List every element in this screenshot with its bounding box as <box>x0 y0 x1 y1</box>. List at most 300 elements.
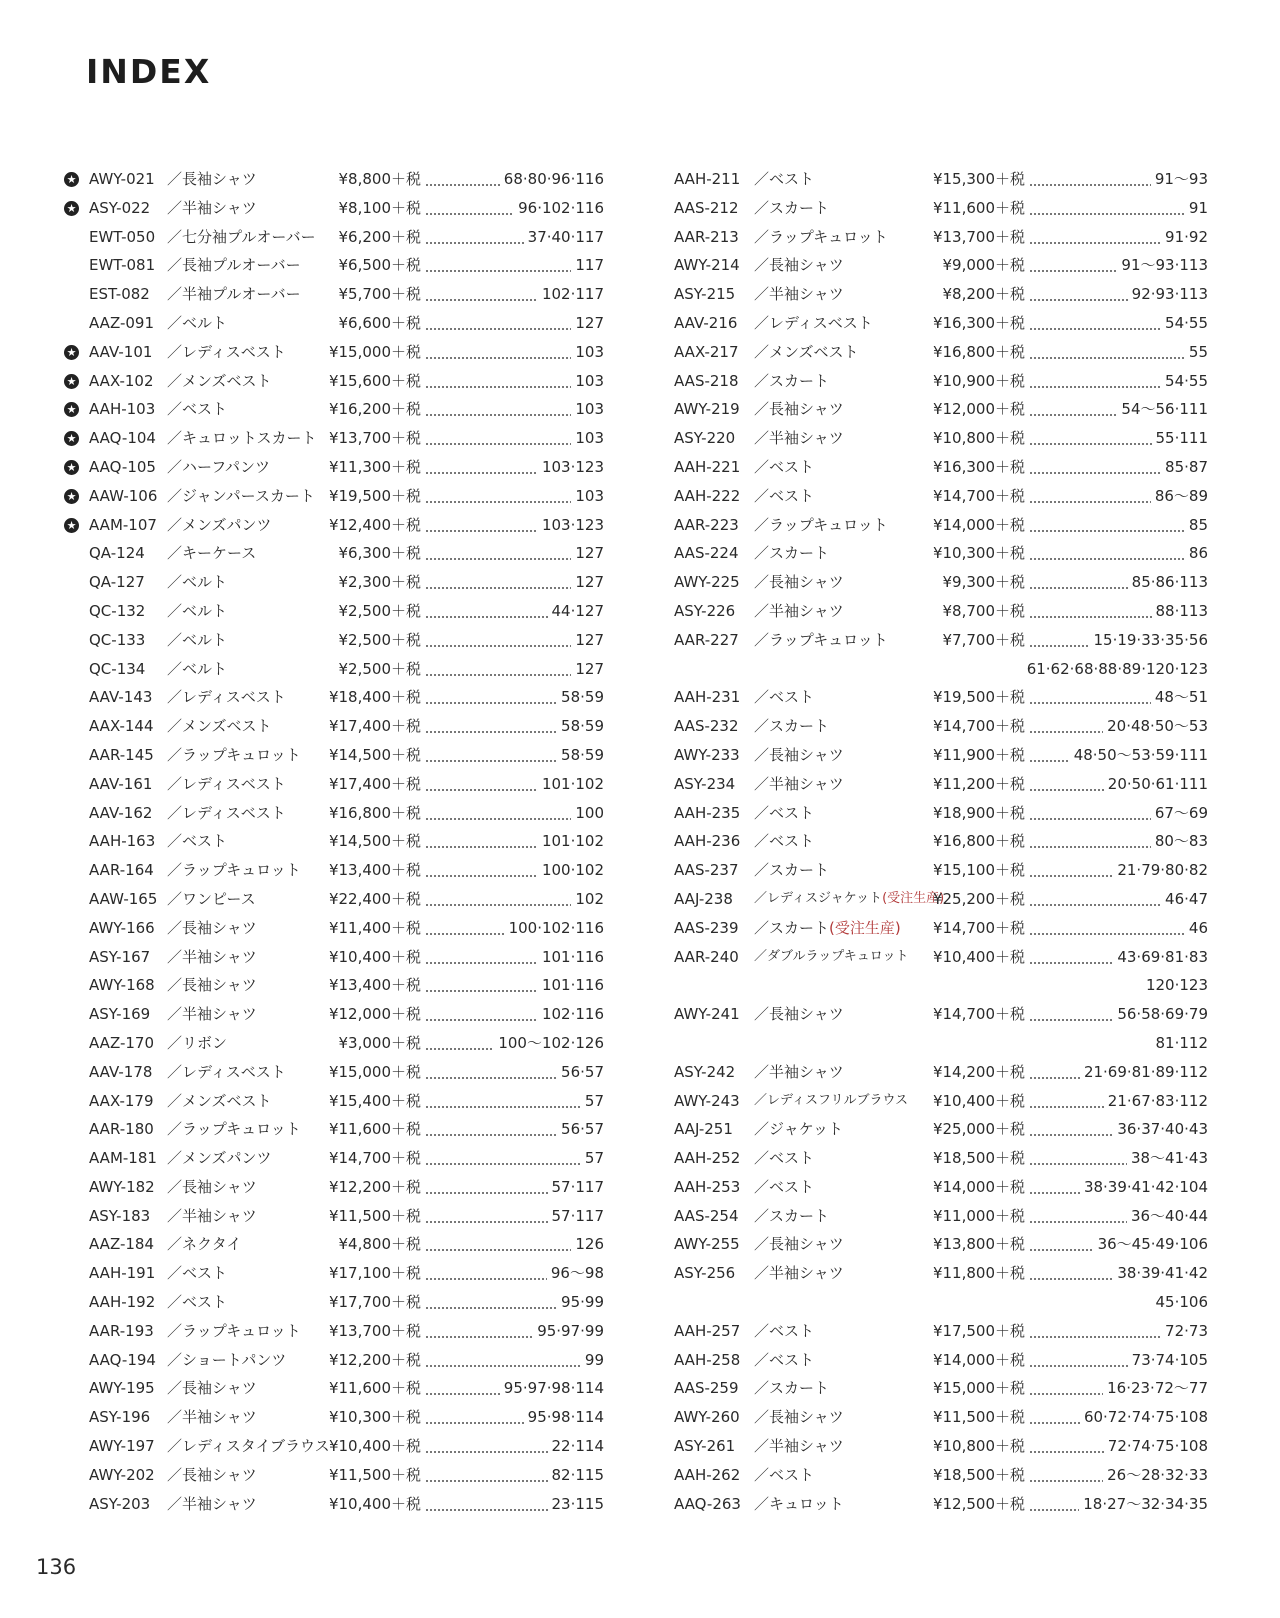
product-price: ¥14,700＋税 <box>932 1005 1025 1024</box>
product-price: ¥16,300＋税 <box>932 313 1025 332</box>
product-name <box>754 712 829 741</box>
index-row <box>64 1087 604 1116</box>
product-name <box>754 453 814 482</box>
product-name <box>167 165 257 194</box>
product-name-text: ／半袖シャツ <box>167 1005 257 1024</box>
product-price: ¥17,100＋税 <box>328 1264 421 1283</box>
page-refs: 73·74·105 <box>1128 1346 1208 1375</box>
page-refs: 55 <box>1185 338 1208 367</box>
page-title: INDEX <box>86 52 212 91</box>
index-row <box>664 1432 1208 1461</box>
page-refs: 95·99 <box>557 1288 604 1317</box>
product-code: AAJ-238 <box>674 889 733 908</box>
page-refs: 85·86·113 <box>1128 568 1208 597</box>
index-row <box>64 1461 604 1490</box>
page-refs: 21·67·83·112 <box>1104 1087 1208 1116</box>
product-price: ¥13,400＋税 <box>328 976 421 995</box>
product-code: AAS-212 <box>674 198 739 217</box>
page-refs: 103 <box>571 424 604 453</box>
dot-leader <box>1030 530 1208 532</box>
product-name-text: ／ベスト <box>754 170 815 188</box>
page-refs: 126 <box>571 1230 604 1259</box>
product-name-text: ／半袖シャツ <box>167 1494 257 1513</box>
page-refs: 36·37·40·43 <box>1113 1115 1208 1144</box>
index-row-continuation <box>664 1288 1208 1317</box>
index-row <box>664 885 1208 914</box>
product-name <box>754 1403 844 1432</box>
product-name <box>754 597 844 626</box>
product-name <box>167 1288 227 1317</box>
page-refs: 46·47 <box>1161 885 1208 914</box>
product-name-text: ／ベスト <box>754 688 815 707</box>
product-name-text: ／長袖シャツ <box>754 400 844 419</box>
product-name-text: ／半袖プルオーバー <box>167 285 301 304</box>
page-refs: 67〜69 <box>1151 799 1208 828</box>
product-name <box>167 1259 227 1288</box>
index-row <box>64 511 604 540</box>
product-name <box>167 1087 272 1116</box>
page-refs: 88·113 <box>1152 597 1209 626</box>
product-code: AAR-164 <box>89 861 154 880</box>
product-code: AAH-222 <box>674 486 741 505</box>
page-refs: 36〜40·44 <box>1127 1202 1208 1231</box>
index-row <box>64 626 604 655</box>
product-name-text: ／レディスタイブラウス <box>167 1437 330 1456</box>
product-name-text: ／スカート <box>754 1379 830 1398</box>
product-code: AWY-219 <box>674 400 740 419</box>
product-name-text: ／半袖シャツ <box>754 1062 844 1081</box>
page-refs: 37·40·117 <box>524 223 604 252</box>
product-name-text: ／ベスト <box>754 457 815 476</box>
page-refs: 95·98·114 <box>524 1403 604 1432</box>
product-name <box>167 482 315 511</box>
dot-leader <box>1030 933 1208 935</box>
product-name <box>167 251 301 280</box>
product-name-text: ／長袖シャツ <box>754 1235 844 1254</box>
page-refs: 58·59 <box>557 683 604 712</box>
star-badge-icon: ★ <box>64 489 79 504</box>
product-name <box>167 856 301 885</box>
product-name <box>167 1374 257 1403</box>
product-name-text: ／ベスト <box>754 1149 815 1168</box>
page-refs: 46 <box>1185 914 1208 943</box>
product-name <box>167 943 257 972</box>
product-price: ¥8,200＋税 <box>942 285 1025 304</box>
product-code: EST-082 <box>89 285 150 304</box>
product-price: ¥10,800＋税 <box>932 1437 1025 1456</box>
index-row <box>64 712 604 741</box>
product-name <box>754 683 814 712</box>
page-refs: 72·74·75·108 <box>1104 1432 1208 1461</box>
index-row <box>664 165 1208 194</box>
product-price: ¥17,400＋税 <box>328 774 421 793</box>
product-code: AWY-243 <box>674 1091 740 1110</box>
product-price: ¥8,100＋税 <box>338 198 421 217</box>
product-name-text: ／ベスト <box>754 1177 815 1196</box>
page-refs: 55·111 <box>1152 424 1209 453</box>
product-name <box>754 1144 814 1173</box>
product-name-text: ／ベスト <box>167 1264 228 1283</box>
page-refs: 57·117 <box>548 1202 605 1231</box>
product-name <box>167 827 227 856</box>
index-row <box>64 1346 604 1375</box>
product-name <box>167 1058 286 1087</box>
product-name-text: ／レディスフリルブラウス <box>754 1092 909 1108</box>
product-price: ¥16,800＋税 <box>932 342 1025 361</box>
product-price: ¥9,000＋税 <box>942 256 1025 275</box>
page-refs: 15·19·33·35·56 <box>1089 626 1208 655</box>
product-code: ASY-215 <box>674 285 736 304</box>
product-name-text: ／半袖シャツ <box>754 1264 844 1283</box>
page-refs: 26〜28·32·33 <box>1103 1461 1208 1490</box>
product-price: ¥8,800＋税 <box>338 170 421 188</box>
index-row <box>664 770 1208 799</box>
product-price: ¥17,700＋税 <box>328 1293 421 1312</box>
product-name <box>167 1403 257 1432</box>
product-code: AAR-213 <box>674 227 739 246</box>
product-price: ¥15,600＋税 <box>328 371 421 390</box>
product-name <box>167 1490 257 1519</box>
page-refs: 127 <box>571 309 604 338</box>
product-price: ¥14,500＋税 <box>328 745 421 764</box>
product-name <box>754 1173 814 1202</box>
product-name-text: ／ネクタイ <box>167 1235 242 1254</box>
page-refs: 103 <box>571 482 604 511</box>
index-row <box>664 568 1208 597</box>
index-row <box>64 1490 604 1519</box>
product-price: ¥10,900＋税 <box>932 371 1025 390</box>
dot-leader <box>1030 213 1208 215</box>
product-code: AAS-237 <box>674 861 739 880</box>
product-code: ASY-022 <box>89 198 151 217</box>
product-name-text: ／メンズベスト <box>167 1091 272 1110</box>
page-refs: 127 <box>571 539 604 568</box>
product-price: ¥2,300＋税 <box>338 573 421 592</box>
product-name <box>167 597 227 626</box>
page-refs: 68·80·96·116 <box>500 165 604 194</box>
product-code: AAH-258 <box>674 1350 741 1369</box>
product-price: ¥2,500＋税 <box>338 659 421 678</box>
product-name-text: ／リボン <box>167 1033 228 1052</box>
index-row <box>664 223 1208 252</box>
index-row <box>64 194 604 223</box>
product-name-text: ／ラップキュロット <box>167 1120 301 1139</box>
product-price: ¥14,700＋税 <box>328 1149 421 1168</box>
product-price: ¥13,400＋税 <box>328 861 421 880</box>
index-row <box>64 453 604 482</box>
product-name-text: ／スカート <box>754 544 830 563</box>
product-price: ¥4,800＋税 <box>338 1235 421 1254</box>
index-row <box>664 827 1208 856</box>
index-row <box>664 1173 1208 1202</box>
product-price: ¥11,400＋税 <box>328 918 421 937</box>
index-row <box>664 1259 1208 1288</box>
product-price: ¥18,500＋税 <box>932 1149 1025 1168</box>
page-refs: 23·115 <box>548 1490 605 1519</box>
product-code: EWT-081 <box>89 256 156 275</box>
product-name <box>167 1144 272 1173</box>
product-price: ¥6,600＋税 <box>338 313 421 332</box>
product-name-text: ／レディスベスト <box>754 313 873 332</box>
index-row <box>64 539 604 568</box>
product-price: ¥13,700＋税 <box>932 227 1025 246</box>
product-code: AWY-166 <box>89 918 155 937</box>
product-price: ¥14,700＋税 <box>932 486 1025 505</box>
index-row <box>664 395 1208 424</box>
page-refs: 127 <box>571 568 604 597</box>
page-refs-continued: 45·106 <box>1155 1293 1208 1312</box>
product-name-text: ／ベスト <box>754 1350 815 1369</box>
product-code: AAS-232 <box>674 717 739 736</box>
index-row <box>664 482 1208 511</box>
product-name-text: ／ジャンパースカート <box>167 486 315 505</box>
product-name <box>167 1432 330 1461</box>
index-row <box>64 1115 604 1144</box>
product-code: ASY-256 <box>674 1264 736 1283</box>
product-code: AAV-216 <box>674 313 738 332</box>
page-refs: 95·97·99 <box>533 1317 604 1346</box>
page-refs: 100·102 <box>538 856 604 885</box>
product-name-text: ／レディスベスト <box>167 803 286 822</box>
page-refs: 57 <box>581 1144 604 1173</box>
product-name-text: ／ラップキュロット <box>754 227 888 246</box>
index-row <box>64 251 604 280</box>
index-row <box>64 395 604 424</box>
product-name <box>754 1230 844 1259</box>
product-code: AAS-239 <box>674 918 739 937</box>
product-price: ¥10,400＋税 <box>328 1437 421 1456</box>
page-refs: 85·87 <box>1161 453 1208 482</box>
product-code: AWY-233 <box>674 745 740 764</box>
index-row <box>664 338 1208 367</box>
product-price: ¥15,100＋税 <box>932 861 1025 880</box>
product-name-text: ／スカート <box>754 918 830 937</box>
index-row <box>664 1374 1208 1403</box>
product-price: ¥3,000＋税 <box>338 1033 421 1052</box>
page-refs: 103·123 <box>538 511 604 540</box>
product-price: ¥2,500＋税 <box>338 630 421 649</box>
page-refs: 38·39·41·42 <box>1113 1259 1208 1288</box>
product-name <box>754 1346 814 1375</box>
product-price: ¥14,000＋税 <box>932 1177 1025 1196</box>
index-row <box>664 424 1208 453</box>
page-refs: 43·69·81·83 <box>1113 943 1208 972</box>
product-name <box>167 338 286 367</box>
product-name-text: ／ラップキュロット <box>167 745 301 764</box>
index-row <box>64 741 604 770</box>
index-row <box>664 1230 1208 1259</box>
page-refs: 16·23·72〜77 <box>1103 1374 1208 1403</box>
page-refs: 101·102 <box>538 770 604 799</box>
page-refs: 100 <box>571 799 604 828</box>
product-name-text: ／長袖シャツ <box>167 1465 257 1484</box>
product-price: ¥11,600＋税 <box>328 1120 421 1139</box>
dot-leader <box>426 1106 604 1108</box>
product-code: AAQ-105 <box>89 457 156 476</box>
product-name-text: ／ラップキュロット <box>167 861 301 880</box>
product-name <box>167 914 257 943</box>
product-name-text: ／半袖シャツ <box>754 601 844 620</box>
product-name <box>167 395 227 424</box>
product-code: AAR-180 <box>89 1120 154 1139</box>
product-code: AAX-217 <box>674 342 739 361</box>
product-name <box>167 424 317 453</box>
product-name-text: ／レディスベスト <box>167 1062 286 1081</box>
product-price: ¥11,600＋税 <box>932 198 1025 217</box>
product-name-text: ／長袖シャツ <box>754 745 844 764</box>
product-name <box>754 511 888 540</box>
index-row <box>664 1000 1208 1029</box>
product-name <box>167 1461 257 1490</box>
product-price: ¥10,400＋税 <box>328 1494 421 1513</box>
product-code: ASY-226 <box>674 601 736 620</box>
product-name-text: ／スカート <box>754 861 830 880</box>
product-code: AAM-107 <box>89 515 157 534</box>
product-price: ¥10,300＋税 <box>328 1408 421 1427</box>
product-name-text: ／半袖シャツ <box>167 947 257 966</box>
index-row <box>664 683 1208 712</box>
index-row <box>64 1230 604 1259</box>
index-row <box>64 1029 604 1058</box>
index-column-left <box>64 165 604 1518</box>
product-code: AAR-223 <box>674 515 739 534</box>
index-row <box>664 1317 1208 1346</box>
index-row <box>664 1461 1208 1490</box>
index-row <box>64 597 604 626</box>
page-refs: 117 <box>571 251 604 280</box>
product-name-text: ／スカート <box>754 1206 830 1225</box>
index-row <box>64 309 604 338</box>
index-row-continuation <box>664 655 1208 684</box>
product-name-text: ／ベルト <box>167 313 228 332</box>
product-code: QA-127 <box>89 573 145 592</box>
product-name <box>167 309 227 338</box>
product-name-text: ／長袖シャツ <box>754 1408 844 1427</box>
product-code: AAW-106 <box>89 486 158 505</box>
product-price: ¥15,300＋税 <box>932 170 1025 188</box>
page-refs: 58·59 <box>557 712 604 741</box>
product-code: AAH-163 <box>89 832 156 851</box>
product-code: AAR-227 <box>674 630 739 649</box>
index-row <box>64 367 604 396</box>
made-to-order-note: (受注生産) <box>829 918 901 937</box>
product-code: AAS-218 <box>674 371 739 390</box>
page-refs: 38〜41·43 <box>1127 1144 1208 1173</box>
product-name <box>167 655 227 684</box>
page-refs: 82·115 <box>548 1461 605 1490</box>
product-price: ¥25,000＋税 <box>932 1120 1025 1139</box>
index-row <box>664 280 1208 309</box>
product-price: ¥17,500＋税 <box>932 1321 1025 1340</box>
page-refs: 100·102·116 <box>505 914 604 943</box>
product-name-text: ／ベスト <box>167 400 228 419</box>
index-row <box>64 338 604 367</box>
index-row <box>64 1288 604 1317</box>
product-code: AAW-165 <box>89 889 158 908</box>
index-row <box>664 367 1208 396</box>
product-name-text: ／スカート <box>754 371 830 390</box>
page-refs: 44·127 <box>548 597 605 626</box>
index-row <box>64 223 604 252</box>
index-row <box>64 482 604 511</box>
product-price: ¥10,300＋税 <box>932 544 1025 563</box>
product-name <box>754 482 814 511</box>
product-name-text: ／長袖シャツ <box>167 1177 257 1196</box>
product-name-text: ／レディスジャケット <box>754 890 883 906</box>
product-code: AAH-236 <box>674 832 741 851</box>
index-row <box>64 856 604 885</box>
product-code: EWT-050 <box>89 227 156 246</box>
index-row <box>664 799 1208 828</box>
product-name-text: ／長袖シャツ <box>167 1379 257 1398</box>
product-name-text: ／半袖シャツ <box>167 198 257 217</box>
page-refs-continued: 81·112 <box>1155 1033 1208 1052</box>
page-refs: 103·123 <box>538 453 604 482</box>
page-refs: 127 <box>571 626 604 655</box>
product-code: AAZ-091 <box>89 313 154 332</box>
page-refs: 101·116 <box>538 971 604 1000</box>
page-refs: 91·92 <box>1161 223 1208 252</box>
index-row <box>664 712 1208 741</box>
product-name <box>754 943 908 972</box>
index-row <box>64 424 604 453</box>
product-code: AAV-143 <box>89 688 153 707</box>
product-price: ¥10,400＋税 <box>932 1091 1025 1110</box>
product-price: ¥14,000＋税 <box>932 1350 1025 1369</box>
index-row <box>64 1202 604 1231</box>
index-row <box>664 626 1208 655</box>
index-row <box>664 309 1208 338</box>
product-name-text: ／ベルト <box>167 659 228 678</box>
index-row <box>64 1432 604 1461</box>
page-refs: 22·114 <box>548 1432 605 1461</box>
product-price: ¥19,500＋税 <box>328 486 421 505</box>
product-code: AWY-255 <box>674 1235 740 1254</box>
page-refs: 91〜93·113 <box>1117 251 1208 280</box>
product-name <box>167 1317 301 1346</box>
page-number: 136 <box>36 1555 77 1579</box>
star-badge-icon: ★ <box>64 374 79 389</box>
dot-leader <box>426 1365 604 1367</box>
index-row <box>64 1403 604 1432</box>
page-refs: 21·79·80·82 <box>1113 856 1208 885</box>
page-refs: 85 <box>1185 511 1208 540</box>
product-price: ¥18,400＋税 <box>328 688 421 707</box>
product-price: ¥10,800＋税 <box>932 429 1025 448</box>
product-name <box>754 1202 829 1231</box>
product-name-text: ／長袖シャツ <box>754 573 844 592</box>
page-refs: 102 <box>571 885 604 914</box>
product-code: AWY-168 <box>89 976 155 995</box>
product-code: AAH-211 <box>674 170 741 188</box>
page-refs: 60·72·74·75·108 <box>1080 1403 1208 1432</box>
product-name-text: ／ラップキュロット <box>167 1321 301 1340</box>
page-refs: 86〜89 <box>1151 482 1208 511</box>
product-price: ¥15,000＋税 <box>932 1379 1025 1398</box>
index-row <box>64 827 604 856</box>
product-price: ¥14,700＋税 <box>932 918 1025 937</box>
page-refs: 48·50〜53·59·111 <box>1070 741 1208 770</box>
product-name-text: ／レディスベスト <box>167 688 286 707</box>
product-name-text: ／半袖シャツ <box>754 429 844 448</box>
page-refs: 91 <box>1185 194 1208 223</box>
product-name-text: ／長袖シャツ <box>167 976 257 995</box>
product-code: AWY-197 <box>89 1437 155 1456</box>
index-row <box>64 1144 604 1173</box>
product-name <box>167 1000 257 1029</box>
page-refs: 96·102·116 <box>514 194 604 223</box>
product-name-text: ／メンズベスト <box>754 342 859 361</box>
